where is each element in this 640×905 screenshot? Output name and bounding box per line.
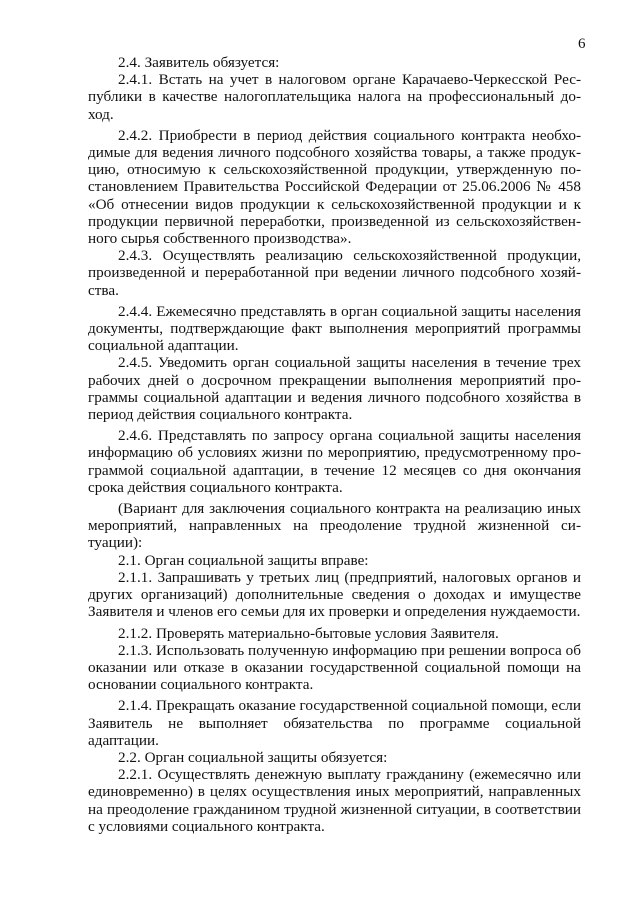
paragraph-2-4-6: 2.4.6. Представлять по запросу органа социальной защиты населения информацию об условиях жизни по мероприятию, предусмотренному программой социальной адаптации, в течение 12 месяцев со дня окончания срока действия социального контракта. <box>88 427 581 496</box>
paragraph-variant-note: (Вариант для заключения социального контракта на реализацию иных мероприятий, направленных на преодоление трудной жизненной ситуации): <box>88 500 581 552</box>
paragraph-2-1-4: 2.1.4. Прекращать оказание государственной социальной помощи, если Заявитель не выполняет обязательства по программе социальной адаптации. <box>88 697 581 749</box>
paragraph-2-4-4: 2.4.4. Ежемесячно представлять в орган социальной защиты населения документы, подтверждающие факт выполнения мероприятий программы социальной адаптации. <box>88 302 581 355</box>
paragraph-2-1: 2.1. Орган социальной защиты вправе: <box>118 551 369 569</box>
paragraph-2-4-2: 2.4.2. Приобрести в период действия социального контракта необходимые для ведения личного подсобного хозяйства товары, а также продукцию, относимую к сельскохозяйственной продукции, утвержденную постановлением Правительства Российской Федерации от 25.06.2006 № 458 «Об отнесении видов продукции к сельскохозяйственной продукции и к продукции первичной переработки, произведенной из сельскохозяйственного сырья собственного производства». <box>88 126 581 248</box>
paragraph-2-1-2: 2.1.2. Проверять материально-бытовые условия Заявителя. <box>118 624 499 642</box>
page-number: 6 <box>578 36 586 52</box>
paragraph-2-2: 2.2. Орган социальной защиты обязуется: <box>118 748 388 766</box>
paragraph-2-4-1: 2.4.1. Встать на учет в налоговом органе Карачаево-Черкесской Республики в качестве налогоплательщика налога на профессиональный доход. <box>88 71 581 123</box>
paragraph-2-4-5: 2.4.5. Уведомить орган социальной защиты населения в течение трех рабочих дней о досрочном прекращении выполнения мероприятий программы социальной адаптации и ведения личного подсобного хозяйства в период действия социального контракта. <box>88 354 581 424</box>
paragraph-2-4-3: 2.4.3. Осуществлять реализацию сельскохозяйственной продукции, произведенной и переработанной при ведении личного подсобного хозяйства. <box>88 247 581 299</box>
paragraph-2-1-3: 2.1.3. Использовать полученную информацию при решении вопроса об оказании или отказе в оказании государственной социальной помощи на основании социального контракта. <box>88 641 581 694</box>
document-body <box>88 54 581 835</box>
paragraph-2-1-1: 2.1.1. Запрашивать у третьих лиц (предприятий, налоговых органов и других организаций) дополнительные сведения о доходах и имуществе Заявителя и членов его семьи для их проверки и определения нуждаемости. <box>88 568 581 621</box>
paragraph-2-4: 2.4. Заявитель обязуется: <box>118 54 280 71</box>
paragraph-2-2-1: 2.2.1. Осуществлять денежную выплату гражданину (ежемесячно или единовременно) в целях осуществления иных мероприятий, направленных на преодоление гражданином трудной жизненной ситуации, в соответствии с условиями социального контракта. <box>88 766 581 835</box>
